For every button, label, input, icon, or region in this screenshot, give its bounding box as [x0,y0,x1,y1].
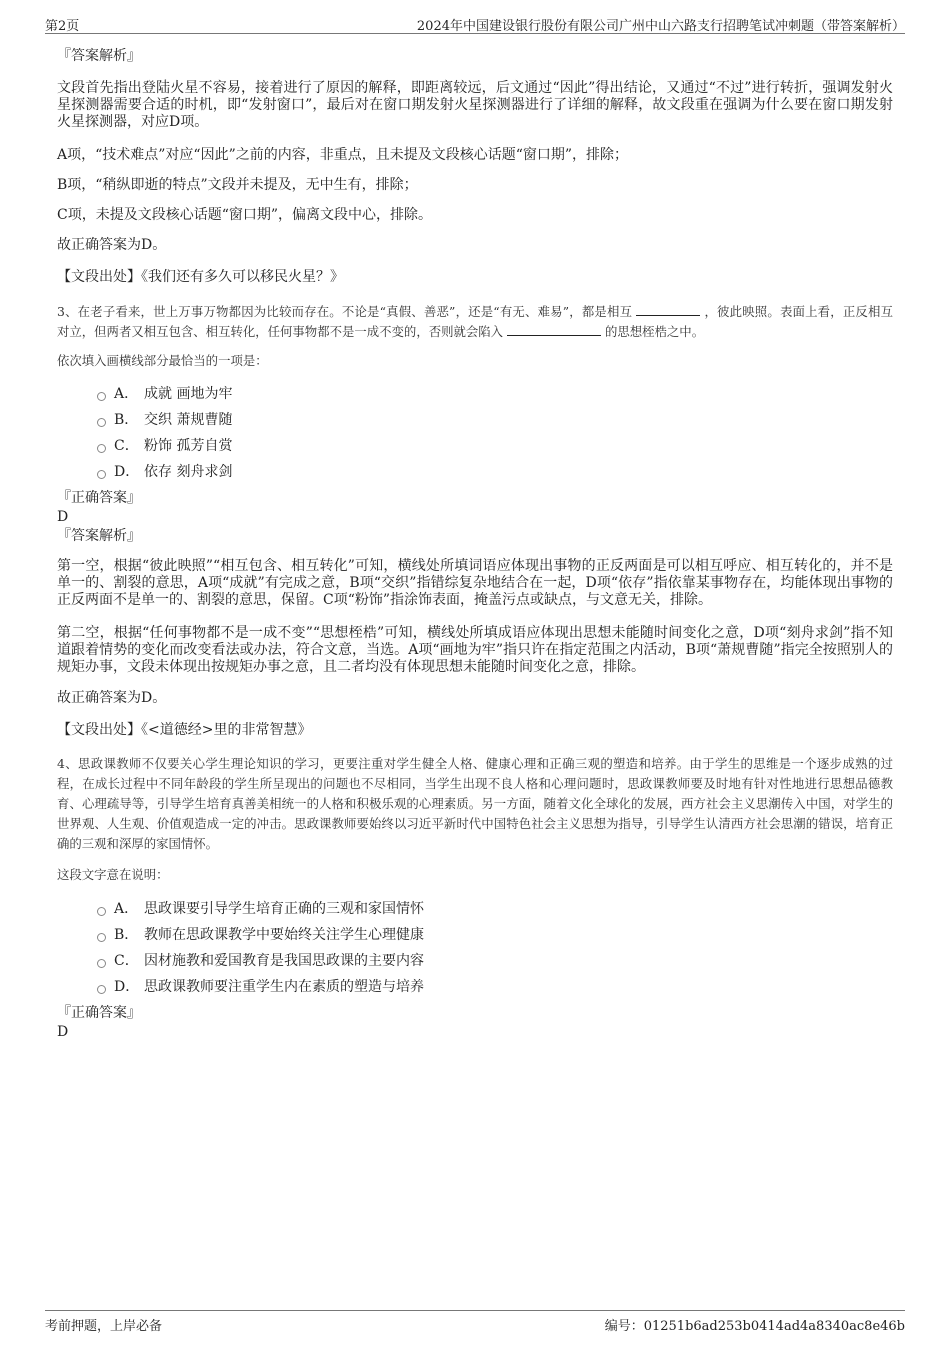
page-footer [45,1310,905,1333]
page-header [45,13,905,34]
analysis-paragraph-1: 第一空，根据“彼此映照”“相互包含、相互转化”可知，横线处所填词语应体现出事物的正反两面是可以相互呼应、相互转化的，并不是单一的、割裂的意思，A项“成就”有完成之意，B项“交织”指错综复杂地结合在一起，D项“依存”指依靠某事物存在，均能体现出事物的正反两面不是单一的、割裂的意思，保留。C项“粉饰”指涂饰表面，掩盖污点或缺点，与文意无关，排除。 [57,558,893,608]
document-id: 编号：01251b6ad253b0414ad4a8340ac8e46b [604,1319,905,1334]
analysis-paragraph-2: 第二空，根据“任何事物都不是一成不变”“思想桎梏”可知，横线处所填成语应体现出思想未能随时间变化之意，D项“刻舟求剑”指不知道跟着情势的变化而改变看法或办法，符合文意，当选。A项“画地为牢”指只许在指定范围之内活动，B项“萧规曹随”指完全按照别人的规矩办事，文段未体现出按规矩办事之意，且二者均没有体现思想未能随时间变化之意，排除。 [57,625,893,675]
analysis-option-b: B项，“稍纵即逝的特点”文段并未提及，无中生有，排除； [57,177,418,193]
question-4-prompt: 这段文字意在说明： [57,867,169,882]
correct-answer-label: 『正确答案』 [57,490,141,506]
correct-answer: D [57,509,69,525]
analysis-option-c: C项，未提及文段核心话题“窗口期”，偏离文段中心，排除。 [57,207,433,223]
source-citation: 【文段出处】《<道德经>里的非常智慧》 [57,722,312,738]
option-a[interactable]: A． 思政课要引导学生培育正确的三观和家国情怀 [97,896,893,922]
source-citation: 【文段出处】《我们还有多久可以移民火星？》 [57,269,344,285]
radio-icon[interactable] [97,959,106,968]
question-4-options [57,896,893,1000]
question-3-options [57,381,893,485]
analysis-label: 『答案解析』 [57,528,141,544]
option-d[interactable]: D． 思政课教师要注重学生内在素质的塑造与培养 [97,974,893,1000]
analysis-option-a: A项，“技术难点”对应“因此”之前的内容，非重点，且未提及文段核心话题“窗口期”，排除； [57,147,629,163]
option-c[interactable]: C． 因材施教和爱国教育是我国思政课的主要内容 [97,948,893,974]
analysis-paragraph: 文段首先指出登陆火星不容易，接着进行了原因的解释，即距离较远，后文通过“因此”得出结论，又通过“不过”进行转折，强调发射火星探测器需要合适的时机，即“发射窗口”，最后对在窗口期发射火星探测器进行了详细的解释，故文段重在强调为什么要在窗口期发射火星探测器，对应D项。 [57,80,893,130]
document-title: 2024年中国建设银行股份有限公司广州中山六路支行招聘笔试冲刺题（带答案解析） [416,19,905,34]
option-b[interactable]: B． 交织 萧规曹随 [97,407,893,433]
correct-answer-label: 『正确答案』 [57,1005,141,1021]
radio-icon[interactable] [97,392,106,401]
page-number: 第2页 [45,19,80,34]
option-c[interactable]: C． 粉饰 孤芳自赏 [97,433,893,459]
radio-icon[interactable] [97,418,106,427]
option-a[interactable]: A． 成就 画地为牢 [97,381,893,407]
fill-blank-2 [507,323,601,336]
answer-conclusion: 故正确答案为D。 [57,690,167,706]
question-3-prompt: 依次填入画横线部分最恰当的一项是： [57,353,268,368]
question-4-stem: 4、思政课教师不仅要关心学生理论知识的学习，更要注重对学生健全人格、健康心理和正确三观的塑造和培养。由于学生的思维是一个逐步成熟的过程，在成长过程中不同年龄段的学生所呈现出的问题也不尽相同，当学生出现不良人格和心理问题时，思政课教师要及时地有针对性地进行思想品德教育、心理疏导等，引导学生培育真善美相统一的人格和积极乐观的心理素质。另一方面，随着文化全球化的发展，西方社会主义思潮传入中国，对学生的世界观、人生观、价值观造成一定的冲击。思政课教师要始终以习近平新时代中国特色社会主义思想为指导，引导学生认清西方社会思潮的错误，培育正确的三观和深厚的家国情怀。 [57,756,893,851]
radio-icon[interactable] [97,907,106,916]
radio-icon[interactable] [97,470,106,479]
footer-slogan: 考前押题，上岸必备 [45,1319,163,1334]
radio-icon[interactable] [97,985,106,994]
radio-icon[interactable] [97,933,106,942]
fill-blank-1 [636,303,700,316]
analysis-label: 『答案解析』 [57,48,141,64]
correct-answer: D [57,1024,69,1040]
question-3-stem: 3、在老子看来，世上万事万物都因为比较而存在。不论是“真假、善恶”，还是“有无、难易”，都是相互 ，彼此映照。表面上看，正反相互对立，但两者又相互包含、相互转化，任何事物都不是一成不变的，否则就会陷入 的思想桎梏之中。 [57,304,893,339]
option-d[interactable]: D． 依存 刻舟求剑 [97,459,893,485]
radio-icon[interactable] [97,444,106,453]
page-content [57,47,893,1042]
answer-conclusion: 故正确答案为D。 [57,237,167,253]
option-b[interactable]: B． 教师在思政课教学中要始终关注学生心理健康 [97,922,893,948]
